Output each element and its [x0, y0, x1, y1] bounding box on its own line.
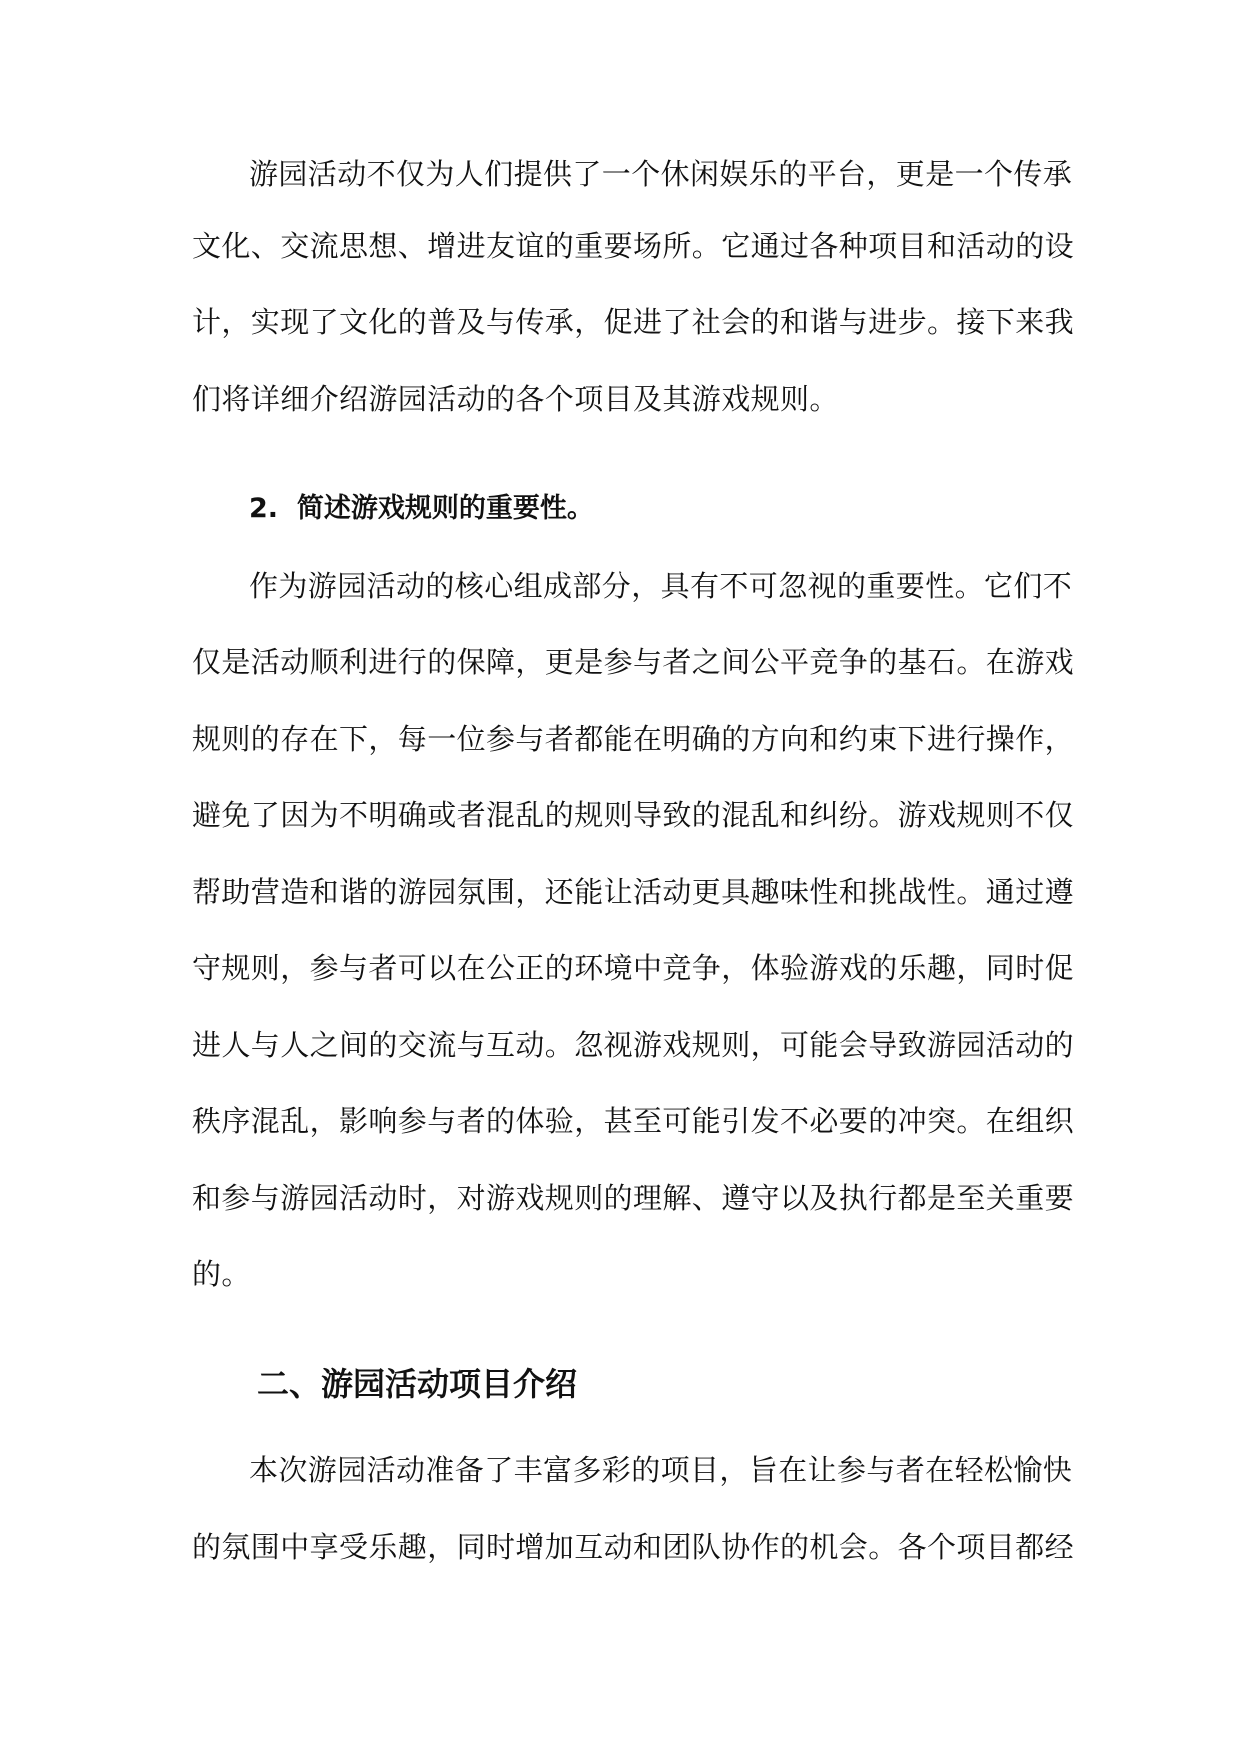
paragraph-line: 文化、交流思想、增进友谊的重要场所。它通过各种项目和活动的设 [192, 229, 1075, 263]
subheading [249, 489, 594, 529]
paragraph-line: 的氛围中享受乐趣，同时增加互动和团队协作的机会。各个项目都经 [192, 1530, 1075, 1564]
paragraph-line: 帮助营造和谐的游园氛围，还能让活动更具趣味性和挑战性。通过遵 [192, 875, 1075, 909]
paragraph-line: 守规则，参与者可以在公正的环境中竞争，体验游戏的乐趣，同时促 [192, 951, 1075, 985]
paragraph-line: 避免了因为不明确或者混乱的规则导致的混乱和纠纷。游戏规则不仅 [192, 798, 1075, 832]
subheading-text: 简述游戏规则的重要性。 [296, 493, 594, 524]
section-heading: 二、游园活动项目介绍 [257, 1365, 578, 1403]
paragraph-line: 游园活动不仅为人们提供了一个休闲娱乐的平台，更是一个传承 [249, 157, 1073, 191]
paragraph-line: 的。 [192, 1257, 251, 1291]
paragraph-line: 秩序混乱，影响参与者的体验，甚至可能引发不必要的冲突。在组织 [192, 1104, 1075, 1138]
paragraph-line: 本次游园活动准备了丰富多彩的项目，旨在让参与者在轻松愉快 [249, 1453, 1073, 1487]
paragraph-line: 和参与游园活动时，对游戏规则的理解、遵守以及执行都是至关重要 [192, 1181, 1075, 1215]
paragraph-line: 进人与人之间的交流与互动。忽视游戏规则，可能会导致游园活动的 [192, 1028, 1075, 1062]
paragraph-line: 们将详细介绍游园活动的各个项目及其游戏规则。 [192, 382, 839, 416]
subheading-number: 2. [249, 493, 279, 524]
paragraph-line: 仅是活动顺利进行的保障，更是参与者之间公平竞争的基石。在游戏 [192, 645, 1075, 679]
paragraph-line: 规则的存在下，每一位参与者都能在明确的方向和约束下进行操作， [192, 722, 1075, 756]
paragraph-line: 计，实现了文化的普及与传承，促进了社会的和谐与进步。接下来我 [192, 305, 1075, 339]
paragraph-line: 作为游园活动的核心组成部分，具有不可忽视的重要性。它们不 [249, 569, 1073, 603]
